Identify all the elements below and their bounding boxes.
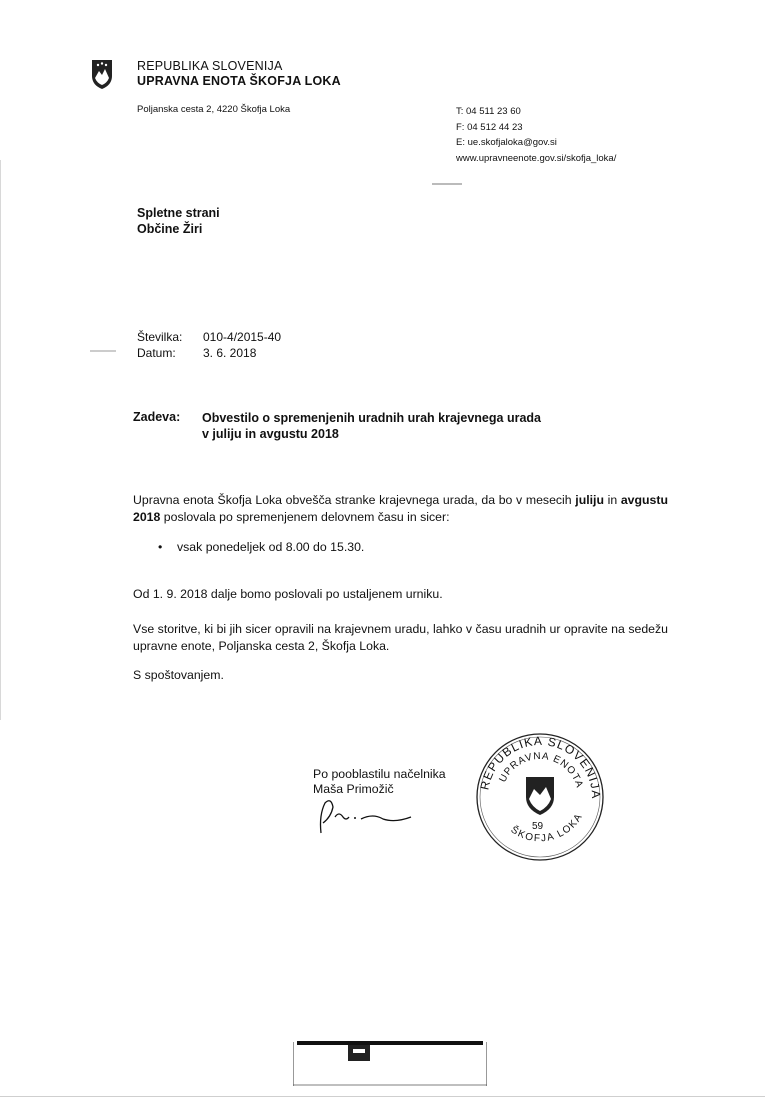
phone: T: 04 511 23 60 (456, 106, 521, 117)
recipient-line2: Občine Žiri (137, 222, 203, 236)
scan-edge-left (0, 160, 1, 720)
email: E: ue.skofjaloka@gov.si (456, 137, 557, 148)
stamp-inner-text: UPRAVNA ENOTA (497, 750, 585, 790)
subject-line2: v juliju in avgustu 2018 (202, 427, 339, 441)
paragraph-services: Vse storitve, ki bi jih sicer opravili na krajevnem uradu, lahko v času uradnih ur opravite na sedežu upravne enote, Poljanska cesta 2, Škofja Loka. (133, 622, 668, 653)
org-name-line1: REPUBLIKA SLOVENIJA (137, 59, 283, 73)
number-label: Številka: (137, 330, 183, 344)
org-address: Poljanska cesta 2, 4220 Škofja Loka (137, 104, 291, 115)
fax: F: 04 512 44 23 (456, 121, 523, 133)
fold-mark (90, 350, 116, 352)
scan-edge-bottom (0, 1096, 765, 1097)
subject-label: Zadeva: (133, 410, 181, 424)
stamp-top-text: REPUBLIKA SLOVENIJA (477, 733, 604, 800)
coat-of-arms-icon (90, 58, 114, 90)
number-value: 010-4/2015-40 (203, 330, 282, 344)
stamp-bottom-text: ŠKOFJA LOKA (508, 811, 586, 845)
intro-bold-august: avgustu 2018 (133, 493, 668, 524)
org-name-line2: UPRAVNA ENOTA ŠKOFJA LOKA (137, 74, 341, 88)
paragraph-schedule: Od 1. 9. 2018 dalje bomo poslovali po ustaljenem urniku. (133, 587, 443, 601)
reference-block (137, 330, 281, 361)
handwritten-signature (313, 795, 423, 835)
recipient (137, 205, 220, 237)
svg-text:ŠKOFJA LOKA (509, 811, 586, 844)
paragraph-intro (133, 492, 668, 526)
website: www.upravneenote.gov.si/skofja_loka/ (456, 152, 617, 164)
scan-mark (432, 183, 462, 185)
contact-block (456, 104, 616, 166)
date-label: Datum: (137, 345, 176, 360)
recipient-line1: Spletne strani (137, 206, 220, 220)
intro-bold-july: juliju (575, 493, 604, 507)
bullet-item: vsak ponedeljek od 8.00 do 15.30. (177, 540, 365, 554)
official-stamp (470, 725, 610, 865)
stamp-number: 59 (532, 821, 544, 832)
signature-authority: Po pooblastilu načelnika (313, 767, 446, 781)
intro-text-end: poslovala po spremenjenem delovnem času in sicer: (160, 510, 450, 524)
subject (202, 410, 541, 442)
date-value: 3. 6. 2018 (203, 345, 257, 360)
intro-text-in: in (603, 493, 621, 507)
signatory-name: Maša Primožič (313, 782, 394, 796)
footer-stamp-fragment (293, 1040, 487, 1086)
closing: S spoštovanjem. (133, 668, 224, 682)
bullet-icon: • (158, 540, 163, 554)
subject-line1: Obvestilo o spremenjenih uradnih urah krajevnega urada (202, 411, 541, 425)
intro-text: Upravna enota Škofja Loka obvešča stranke krajevnega urada, da bo v mesecih (133, 493, 576, 507)
